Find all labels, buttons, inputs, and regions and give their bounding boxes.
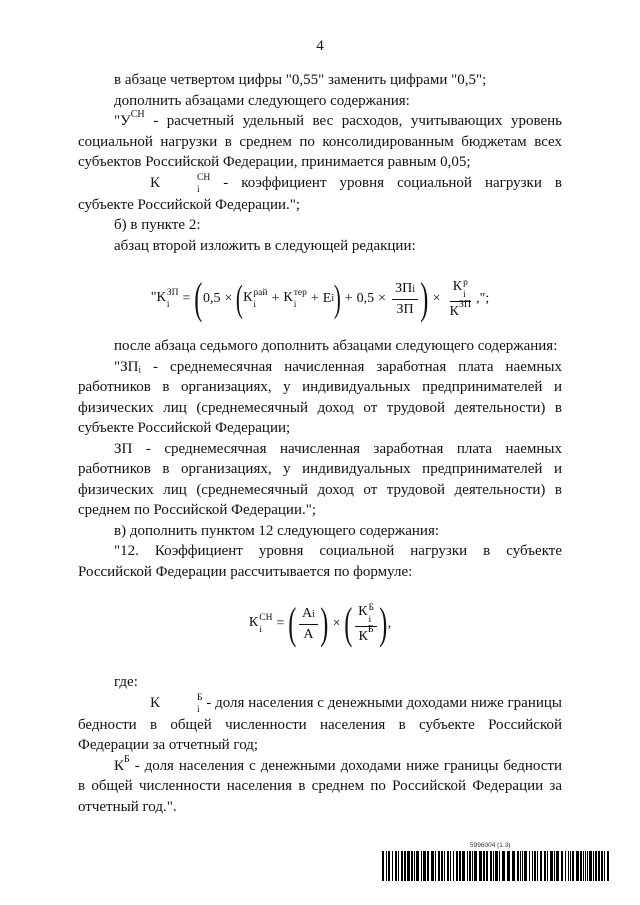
barcode-caption: 5996004 (1.3)	[470, 842, 511, 849]
paragraph: дополнить абзацами следующего содержания:	[114, 92, 410, 109]
definition-k-b: $К^Б$ - доля населения с денежными доходами ниже границы бедности в общей численности населения в среднем по Российской Федерации за отчетный год.".	[78, 753, 562, 815]
paragraph: в абзаце четвертом цифры "0,55" заменить цифрами "0,5";	[114, 72, 487, 88]
definition-k-sn: К СН i - коэффициент уровня социальной нагрузки в субъекте Российской Федерации.";	[78, 172, 562, 213]
formula-k-sn: К СН i = ( $\frac{Аi}{А}$ ) × ( К Б i $К^Б$ ) ,	[248, 599, 392, 648]
paragraph: после абзаца седьмого дополнить абзацами следующего содержания:	[114, 338, 558, 354]
formula-k-zp: "К ЗП i = ( 0,5 × ( К рай i + К тер i + Е i ) + 0,5 × $\frac{\text{ЗПi}}{ЗП}$ ) × К р i $К^{ЗП}$ ,";	[150, 274, 490, 323]
barcode-image	[382, 851, 610, 881]
paragraph-12: "12. Коэффициент уровня социальной нагрузки в субъекте Российской Федерации рассчитывается по формуле:	[78, 543, 562, 580]
definition-u-sn: "$У^{СН}$ - расчетный удельный вес расходов, учитывающих уровень социальной нагрузки в среднем по консолидированным бюджетам всех субъектов Российской Федерации, принимается равным 0,05;	[78, 109, 562, 170]
document-body	[78, 70, 562, 817]
definition-k-b-i: К Б i - доля населения с денежными доходами ниже границы бедности в общей численности населения в субъекте Российской Федерации за отчетный год;	[78, 692, 562, 753]
paragraph: в) дополнить пунктом 12 следующего содержания:	[114, 522, 440, 539]
paragraph: где:	[114, 674, 138, 690]
definition-zp: ЗП - среднемесячная начисленная заработная плата наемных работников в организациях, у индивидуальных предпринимателей и физических лиц (среднемесячный доход от трудовой деятельности) в среднем по Российской Федерации.";	[78, 440, 562, 518]
page-number: 4	[316, 38, 324, 54]
paragraph: б) в пункте 2:	[114, 217, 201, 233]
paragraph: абзац второй изложить в следующей редакции:	[114, 237, 416, 254]
definition-zp-i: "ЗПᵢ - среднемесячная начисленная заработная плата наемных работников в организациях, у индивидуальных предпринимателей и физических лиц (среднемесячный доход от трудовой деятельности) в субъекте Российской Федерации;	[78, 358, 562, 436]
